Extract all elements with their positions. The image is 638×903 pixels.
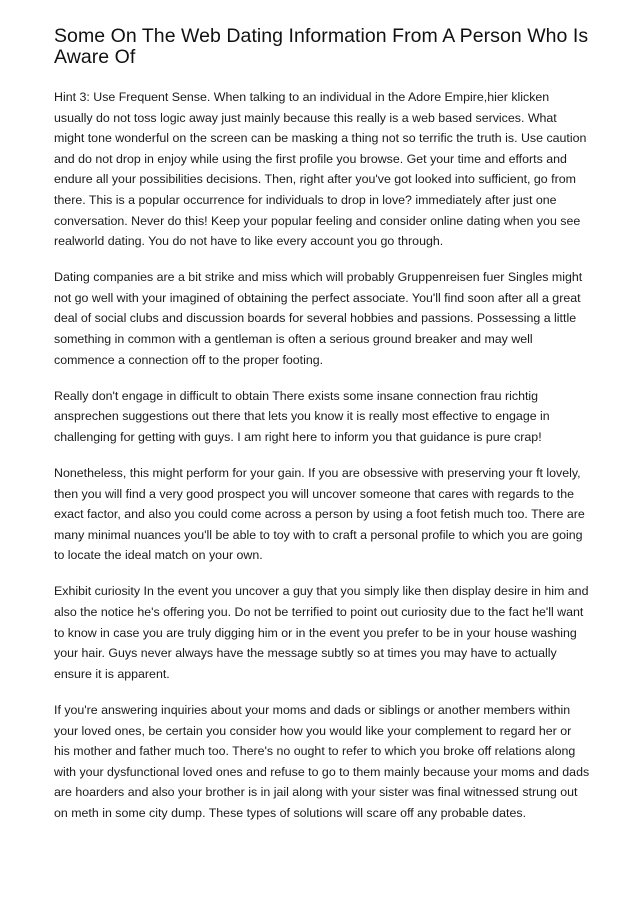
paragraph-1: Hint 3: Use Frequent Sense. When talking to an individual in the Adore Empire,hier klicken usually do not toss logic away just mainly because this really is a web based services. What might tone wonderful on the screen can be masking a thing not so terrific the truth is. Use caution and do not drop in enjoy while using the first profile you browse. Get your time and efforts and endure all your possibilities decisions. Then, right after you've got looked into sufficient, go from there. This is a popular occurrence for individuals to drop in love? immediately after just one conversation. Never do this! Keep your popular feeling and consider online dating when you see realworld dating. You do not have to like every account you go through. <box>54 90 587 249</box>
paragraph-6: If you're answering inquiries about your moms and dads or siblings or another members within your loved ones, be certain you consider how you would like your complement to regard her or his mother and father much too. There's no ought to refer to which you broke off relations along with your dysfunctional loved ones and refuse to go to them mainly because your moms and dads are hoarders and also your brother is in jail along with your sister was final witnessed strung out on meth in some city dump. These types of solutions will scare off any probable dates. <box>54 702 590 820</box>
paragraph-4: Nonetheless, this might perform for your gain. If you are obsessive with preserving your ft lovely, then you will find a very good prospect you will uncover someone that cares with regards to the exact factor, and also you could come across a person by using a foot fetish much too. There are many minimal nuances you'll be able to toy with to craft a personal profile to which you are going to locate the ideal match on your own. <box>54 466 585 563</box>
document-title: Some On The Web Dating Information From A Person Who Is Aware Of <box>54 25 589 68</box>
paragraph-3: Really don't engage in difficult to obtain There exists some insane connection frau richtig ansprechen suggestions out there that lets you know it is really most effective to engage in challenging for getting with guys. I am right here to inform you that guidance is pure crap! <box>54 388 550 444</box>
document-page <box>54 26 590 839</box>
paragraph-5: Exhibit curiosity In the event you uncover a guy that you simply like then display desire in him and also the notice he's offering you. Do not be terrified to point out curiosity due to the fact he'll want to know in case you are truly digging him or in the event you prefer to be in your house washing your hair. Guys never always have the message subtly so at times you may have to actually ensure it is apparent. <box>54 584 589 681</box>
paragraph-2: Dating companies are a bit strike and miss which will probably Gruppenreisen fuer Singles might not go well with your imagined of obtaining the perfect associate. You'll find soon after all a great deal of social clubs and discussion boards for several hobbies and passions. Possessing a little something in common with a gentleman is often a serious ground breaker and may well commence a connection off to the proper footing. <box>54 270 583 367</box>
